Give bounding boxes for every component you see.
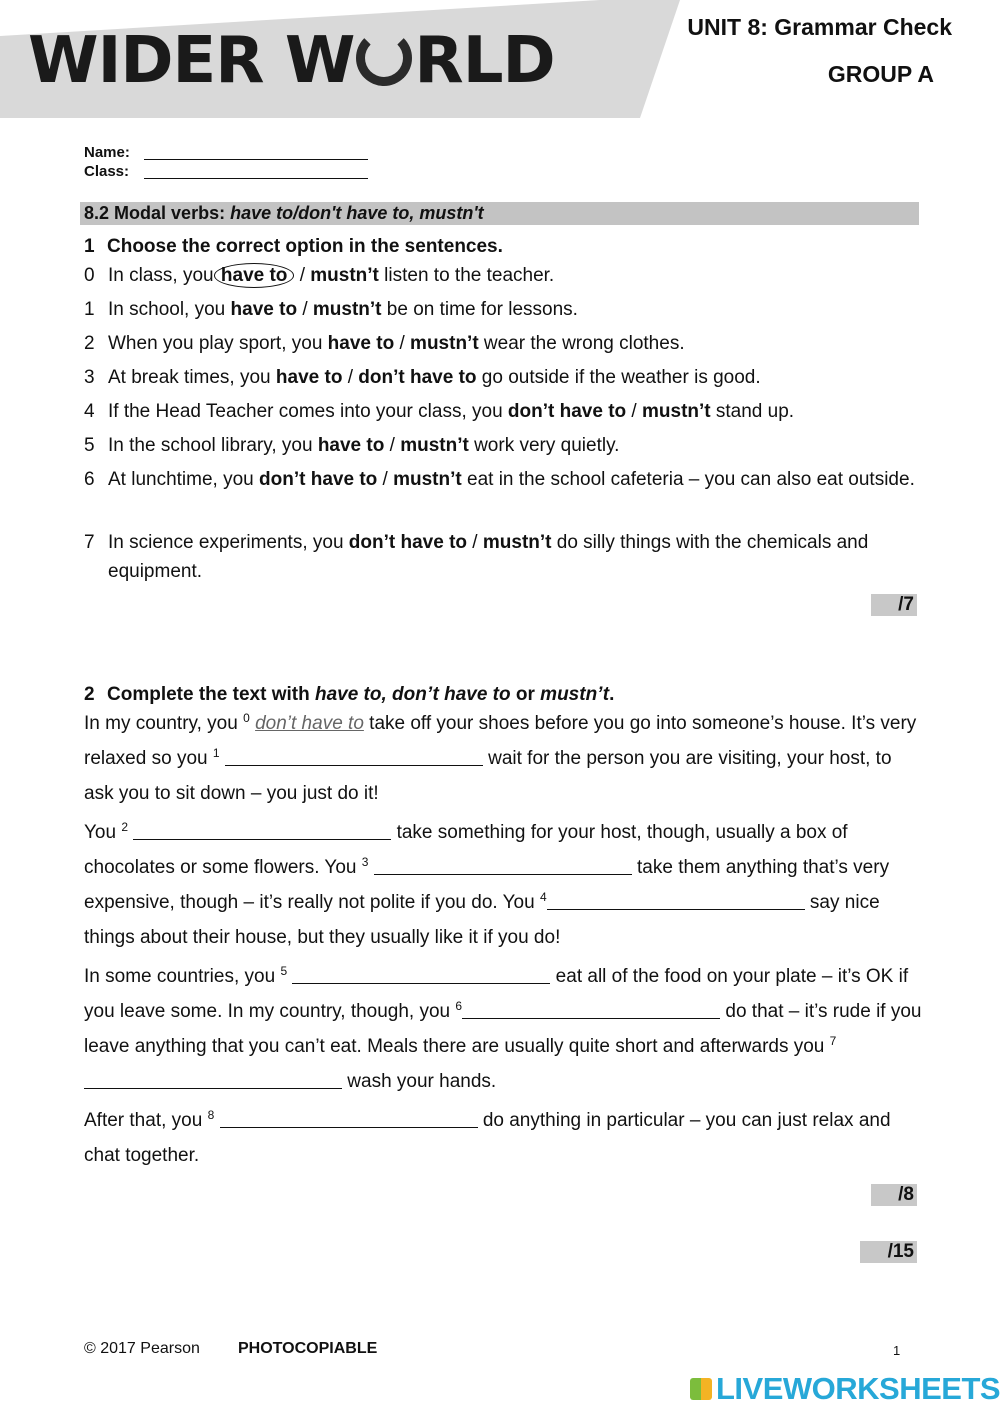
exercise1-item: 2 When you play sport, you have to / mustn’t wear the wrong clothes. xyxy=(84,333,685,354)
answer-blank-8[interactable] xyxy=(220,1109,478,1128)
answer-blank-4[interactable] xyxy=(547,891,805,910)
option[interactable]: mustn’t xyxy=(482,532,552,553)
exercise2-instruction: 2 Complete the text with have to, don’t have to or mustn’t. xyxy=(84,684,615,705)
option[interactable]: mustn’t xyxy=(312,299,382,320)
exercise1-item: 3 At break times, you have to / don’t have to go outside if the weather is good. xyxy=(84,367,761,388)
option[interactable]: mustn’t xyxy=(410,333,479,354)
exercise2-score: /8 xyxy=(871,1184,917,1206)
exercise1-item: 7 In science experiments, you don’t have to / mustn’t do silly things with the chemicals and equipment. xyxy=(84,532,869,582)
option[interactable]: have to xyxy=(317,435,385,456)
answer-blank-2[interactable] xyxy=(133,821,391,840)
option[interactable]: don’t have to xyxy=(358,367,477,388)
exercise1-item: 4 If the Head Teacher comes into your class, you don’t have to / mustn’t stand up. xyxy=(84,401,795,422)
exercise1-item: 0 In class, you have to / mustn’t listen to the teacher. xyxy=(84,265,555,286)
selected-option[interactable]: have to xyxy=(214,263,295,288)
exercise1-item: 5 In the school library, you have to / mustn’t work very quietly. xyxy=(84,435,620,456)
option[interactable]: have to xyxy=(230,299,298,320)
exercise2-paragraph: In my country, you $^0$ don’t have to take off your shoes before you go into someone’s house. It’s very relaxed so you $^1$ wait for the person you are visiting, your host, to ask you to sit down – you just do it! xyxy=(84,711,917,804)
option[interactable]: mustn’t xyxy=(393,469,462,490)
exercise1-item: 6 At lunchtime, you don’t have to / mustn’t eat in the school cafeteria – you can also eat outside. xyxy=(84,469,915,490)
exercise1-score: /7 xyxy=(871,594,917,616)
group-label: GROUP A xyxy=(827,61,934,87)
unit-title: UNIT 8: Grammar Check xyxy=(687,14,952,40)
class-field: Class: xyxy=(84,163,368,180)
total-score: /15 xyxy=(860,1241,917,1263)
answer-blank-3[interactable] xyxy=(374,856,632,875)
answer-blank-5[interactable] xyxy=(292,965,550,984)
name-field: Name: xyxy=(84,144,368,161)
option[interactable]: have to xyxy=(327,333,395,354)
logo-o-ring-icon xyxy=(356,30,412,86)
option[interactable]: mustn’t xyxy=(400,435,469,456)
class-input[interactable] xyxy=(144,164,368,179)
photocopiable-label: PHOTOCOPIABLE xyxy=(238,1340,378,1357)
exercise2-paragraph: You $^2$ take something for your host, though, usually a box of chocolates or some flowers. You $^3$ take them anything that’s very expensive, though – it’s really not polite if you do. You $^4$ say nice things about their house, but they usually like it if you do! xyxy=(84,820,890,948)
option[interactable]: don’t have to xyxy=(259,469,378,490)
example-answer: don’t have to xyxy=(255,713,364,734)
answer-blank-6[interactable] xyxy=(462,1000,720,1019)
name-input[interactable] xyxy=(144,145,368,160)
wider-world-logo: WIDER W RLD xyxy=(28,24,555,98)
option[interactable]: have to xyxy=(275,367,343,388)
copyright: © 2017 Pearson xyxy=(84,1340,200,1357)
answer-blank-7[interactable] xyxy=(84,1070,342,1089)
exercise2-paragraph: In some countries, you $^5$ eat all of the food on your plate – it’s OK if you leave some. In my country, though, you $^6$ do that – it’s rude if you leave anything that you can’t eat. Meals there are usually quite short and afterwards you $^7$ wash your hands. xyxy=(84,964,922,1092)
section-heading: 8.2 Modal verbs: have to/don't have to, mustn't xyxy=(80,202,919,225)
liveworksheets-watermark: LIVEWORKSHEETS xyxy=(690,1372,1000,1406)
answer-blank-1[interactable] xyxy=(225,747,483,766)
exercise1-instruction: 1 Choose the correct option in the sentences. xyxy=(84,236,503,257)
option[interactable]: mustn’t xyxy=(642,401,711,422)
liveworksheets-logo-icon xyxy=(690,1378,712,1400)
exercise1-item: 1 In school, you have to / mustn’t be on time for lessons. xyxy=(84,299,578,320)
option[interactable]: don’t have to xyxy=(348,532,468,553)
page-number: 1 xyxy=(893,1343,901,1358)
exercise2-paragraph: After that, you $^8$ do anything in particular – you can just relax and chat together. xyxy=(84,1108,891,1166)
option[interactable]: don’t have to xyxy=(507,401,627,422)
option[interactable]: mustn’t xyxy=(310,265,379,286)
